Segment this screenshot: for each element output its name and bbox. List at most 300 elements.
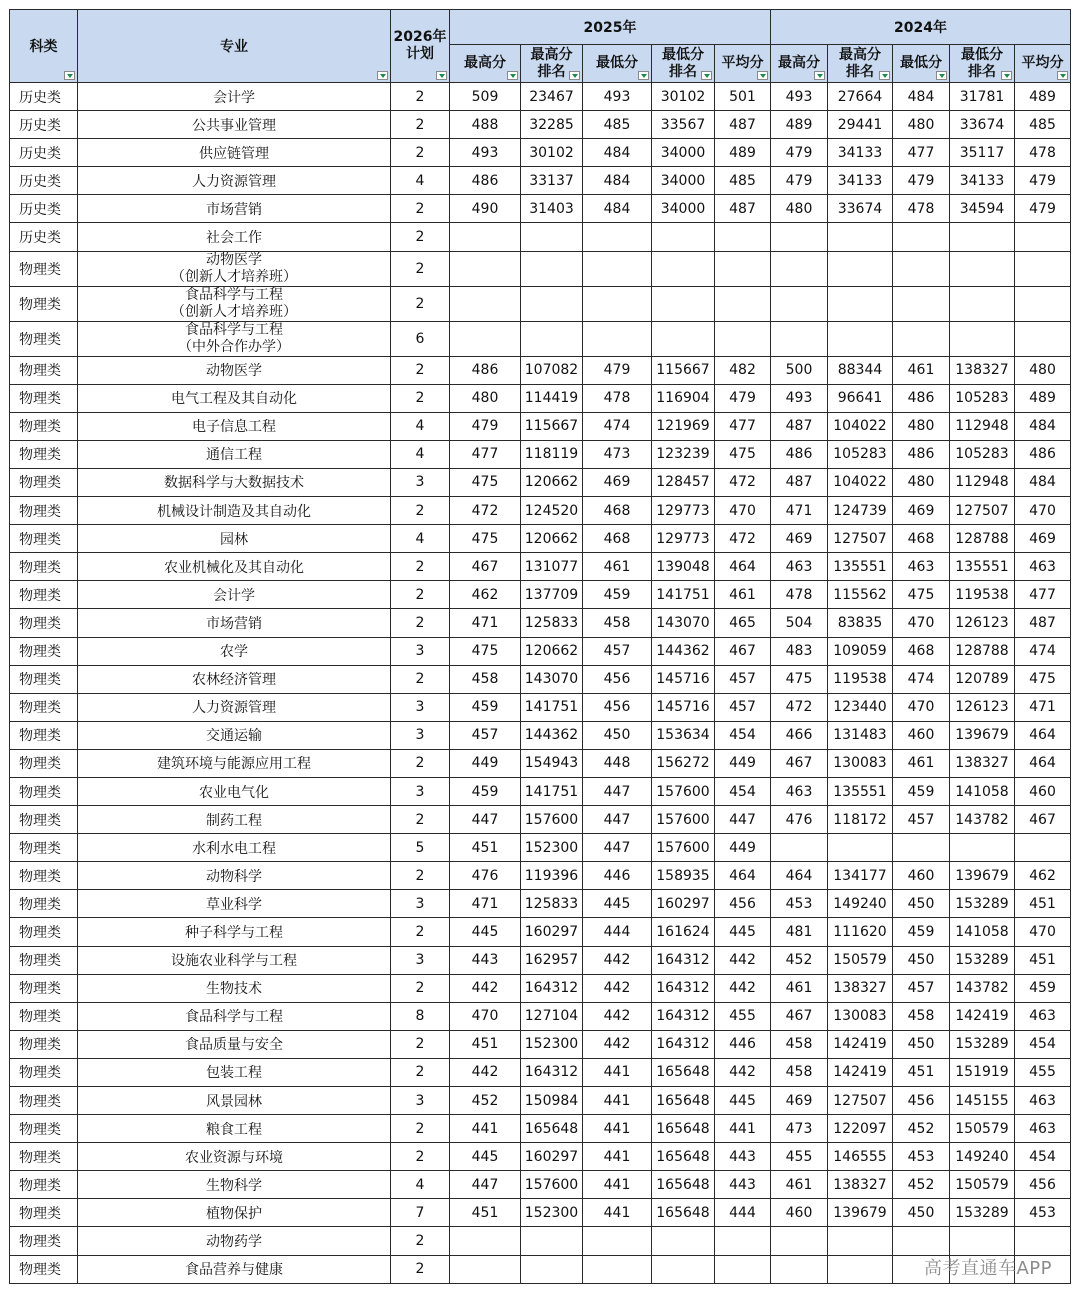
cell-avg-2024: 484	[1015, 468, 1071, 496]
cell-max-rank-2025: 115667	[521, 412, 583, 440]
cell-max-rank-2025	[521, 321, 583, 356]
cell-max-rank-2025: 154943	[521, 749, 583, 777]
table-row	[10, 609, 1071, 637]
cell-max-rank-2024: 130083	[828, 749, 893, 777]
cell-max-rank-2024: 34133	[828, 139, 893, 167]
table-row	[10, 139, 1071, 167]
cell-subject: 物理类	[10, 468, 78, 496]
cell-major: 建筑环境与能源应用工程	[78, 749, 391, 777]
cell-min-2025: 457	[583, 637, 652, 665]
cell-min-2024: 459	[893, 918, 950, 946]
cell-avg-2024: 486	[1015, 440, 1071, 468]
cell-max-rank-2025: 164312	[521, 974, 583, 1002]
cell-min-2025: 468	[583, 497, 652, 525]
cell-min-2025: 493	[583, 83, 652, 111]
cell-avg-2025: 464	[715, 553, 771, 581]
cell-subject: 物理类	[10, 918, 78, 946]
cell-max-2025: 442	[450, 974, 521, 1002]
table-row	[10, 806, 1071, 834]
cell-plan: 2	[391, 1143, 450, 1171]
cell-plan: 2	[391, 581, 450, 609]
header-major[interactable]	[78, 10, 391, 83]
header-min-score-rank-2025[interactable]	[652, 45, 715, 83]
cell-major: 食品科学与工程	[78, 1002, 391, 1030]
filter-dropdown-icon[interactable]	[1057, 71, 1068, 80]
header-label: 最低分	[596, 55, 638, 71]
cell-min-rank-2024: 105283	[950, 384, 1015, 412]
cell-min-rank-2025: 128457	[652, 468, 715, 496]
cell-avg-2025: 467	[715, 637, 771, 665]
cell-max-2025: 470	[450, 1002, 521, 1030]
filter-dropdown-icon[interactable]	[569, 71, 580, 80]
header-label: 平均分	[721, 55, 764, 71]
cell-subject: 物理类	[10, 862, 78, 890]
table-row	[10, 1255, 1071, 1283]
cell-max-2025: 459	[450, 693, 521, 721]
cell-min-rank-2025: 165648	[652, 1199, 715, 1227]
header-label: 平均分	[1021, 55, 1064, 71]
cell-major: 制药工程	[78, 806, 391, 834]
cell-max-2025: 459	[450, 777, 521, 805]
cell-max-rank-2024: 118172	[828, 806, 893, 834]
table-row	[10, 440, 1071, 468]
cell-max-rank-2024: 131483	[828, 721, 893, 749]
cell-min-2024	[893, 321, 950, 356]
cell-major	[78, 286, 391, 321]
cell-avg-2025: 457	[715, 665, 771, 693]
cell-min-2025	[583, 286, 652, 321]
cell-max-2024: 486	[771, 440, 828, 468]
cell-max-rank-2025: 127104	[521, 1002, 583, 1030]
cell-avg-2025: 455	[715, 1002, 771, 1030]
cell-min-rank-2025: 164312	[652, 946, 715, 974]
table-row	[10, 468, 1071, 496]
cell-plan: 4	[391, 1171, 450, 1199]
cell-min-2024	[893, 286, 950, 321]
cell-plan: 3	[391, 946, 450, 974]
cell-min-rank-2024: 142419	[950, 1002, 1015, 1030]
cell-major: 种子科学与工程	[78, 918, 391, 946]
cell-avg-2024: 484	[1015, 412, 1071, 440]
cell-max-2025: 486	[450, 356, 521, 384]
cell-max-2024: 466	[771, 721, 828, 749]
filter-dropdown-icon[interactable]	[64, 71, 75, 80]
cell-max-2024: 463	[771, 553, 828, 581]
cell-plan: 3	[391, 890, 450, 918]
cell-avg-2025	[715, 251, 771, 286]
cell-subject: 物理类	[10, 890, 78, 918]
cell-plan: 2	[391, 384, 450, 412]
cell-min-rank-2024: 139679	[950, 862, 1015, 890]
cell-min-rank-2025: 145716	[652, 665, 715, 693]
cell-major: 数据科学与大数据技术	[78, 468, 391, 496]
major-name-line: （创新人才培养班）	[171, 303, 297, 320]
cell-subject: 物理类	[10, 1199, 78, 1227]
cell-min-rank-2024	[950, 1227, 1015, 1255]
cell-max-rank-2025: 141751	[521, 693, 583, 721]
cell-major: 会计学	[78, 581, 391, 609]
cell-max-2025: 471	[450, 609, 521, 637]
cell-major: 电子信息工程	[78, 412, 391, 440]
cell-min-2024: 458	[893, 1002, 950, 1030]
cell-major: 农学	[78, 637, 391, 665]
cell-avg-2024: 485	[1015, 111, 1071, 139]
cell-plan: 2	[391, 83, 450, 111]
cell-min-2025	[583, 321, 652, 356]
watermark-text: 高考直通车APP	[923, 1258, 1052, 1279]
cell-plan: 3	[391, 693, 450, 721]
header-max-score-rank-2025[interactable]	[521, 45, 583, 83]
cell-max-rank-2025	[521, 223, 583, 251]
cell-avg-2024: 475	[1015, 665, 1071, 693]
cell-avg-2025: 489	[715, 139, 771, 167]
cell-min-2025: 479	[583, 356, 652, 384]
cell-avg-2024: 451	[1015, 890, 1071, 918]
table-row	[10, 862, 1071, 890]
cell-avg-2024: 469	[1015, 525, 1071, 553]
cell-subject: 物理类	[10, 286, 78, 321]
cell-max-rank-2025	[521, 1227, 583, 1255]
cell-max-rank-2024: 138327	[828, 1171, 893, 1199]
cell-max-2024: 467	[771, 749, 828, 777]
admission-score-table	[9, 9, 1071, 1284]
cell-min-rank-2025	[652, 286, 715, 321]
cell-min-rank-2025: 165648	[652, 1058, 715, 1086]
header-max-score-2025[interactable]	[450, 45, 521, 83]
cell-subject: 物理类	[10, 251, 78, 286]
cell-min-2025: 484	[583, 195, 652, 223]
cell-min-rank-2024: 34594	[950, 195, 1015, 223]
cell-min-2025: 447	[583, 777, 652, 805]
cell-max-rank-2024: 96641	[828, 384, 893, 412]
cell-min-rank-2024: 112948	[950, 412, 1015, 440]
cell-subject: 物理类	[10, 1143, 78, 1171]
table-row	[10, 286, 1071, 321]
cell-max-rank-2025: 152300	[521, 1030, 583, 1058]
cell-min-rank-2025: 161624	[652, 918, 715, 946]
cell-min-rank-2025: 160297	[652, 890, 715, 918]
cell-subject: 物理类	[10, 665, 78, 693]
cell-avg-2025: 465	[715, 609, 771, 637]
header-label: 最低分	[900, 55, 942, 71]
cell-max-2025: 452	[450, 1087, 521, 1115]
cell-min-rank-2024: 120789	[950, 665, 1015, 693]
cell-avg-2024: 453	[1015, 1199, 1071, 1227]
cell-min-2024: 463	[893, 553, 950, 581]
cell-min-2024: 469	[893, 497, 950, 525]
cell-max-rank-2024: 149240	[828, 890, 893, 918]
cell-major: 动物医学	[78, 356, 391, 384]
header-label: 排名	[669, 63, 697, 80]
header-plan[interactable]	[391, 10, 450, 83]
cell-max-rank-2024: 123440	[828, 693, 893, 721]
cell-plan: 2	[391, 356, 450, 384]
cell-avg-2025: 475	[715, 440, 771, 468]
cell-plan: 7	[391, 1199, 450, 1227]
cell-subject: 物理类	[10, 777, 78, 805]
cell-min-2025: 458	[583, 609, 652, 637]
cell-subject: 物理类	[10, 1171, 78, 1199]
cell-subject: 物理类	[10, 974, 78, 1002]
cell-max-rank-2024: 142419	[828, 1030, 893, 1058]
cell-min-rank-2025: 165648	[652, 1087, 715, 1115]
cell-min-2024: 457	[893, 974, 950, 1002]
header-max-score-rank-2024[interactable]	[828, 45, 893, 83]
table-row	[10, 111, 1071, 139]
cell-max-2025: 442	[450, 1058, 521, 1086]
cell-max-2024	[771, 1227, 828, 1255]
cell-min-rank-2024: 128788	[950, 637, 1015, 665]
cell-min-rank-2025: 115667	[652, 356, 715, 384]
cell-max-2024: 455	[771, 1143, 828, 1171]
cell-avg-2025: 449	[715, 749, 771, 777]
cell-avg-2024: 462	[1015, 862, 1071, 890]
cell-max-2024: 460	[771, 1199, 828, 1227]
filter-dropdown-icon[interactable]	[377, 71, 388, 80]
cell-min-2024: 461	[893, 356, 950, 384]
cell-avg-2025: 479	[715, 384, 771, 412]
cell-max-2025: 451	[450, 1199, 521, 1227]
header-min-score-rank-2024[interactable]	[950, 45, 1015, 83]
cell-avg-2024: 477	[1015, 581, 1071, 609]
cell-plan: 3	[391, 721, 450, 749]
cell-max-rank-2024: 142419	[828, 1058, 893, 1086]
cell-major: 社会工作	[78, 223, 391, 251]
cell-max-2024: 479	[771, 167, 828, 195]
table-row	[10, 749, 1071, 777]
cell-min-2024	[893, 251, 950, 286]
cell-avg-2025: 441	[715, 1115, 771, 1143]
cell-plan: 2	[391, 749, 450, 777]
cell-max-rank-2024: 127507	[828, 1087, 893, 1115]
cell-avg-2024: 489	[1015, 384, 1071, 412]
cell-min-2024: 486	[893, 384, 950, 412]
cell-min-rank-2024: 33674	[950, 111, 1015, 139]
cell-plan: 2	[391, 1227, 450, 1255]
table-row	[10, 637, 1071, 665]
cell-major: 农业机械化及其自动化	[78, 553, 391, 581]
table-row	[10, 412, 1071, 440]
cell-avg-2024: 454	[1015, 1030, 1071, 1058]
table-body	[10, 83, 1071, 1284]
cell-plan: 2	[391, 665, 450, 693]
cell-avg-2025: 445	[715, 918, 771, 946]
cell-max-rank-2024	[828, 286, 893, 321]
table-row	[10, 1087, 1071, 1115]
cell-max-rank-2024: 104022	[828, 468, 893, 496]
cell-avg-2025: 447	[715, 806, 771, 834]
header-min-score-2025[interactable]	[583, 45, 652, 83]
table-row	[10, 195, 1071, 223]
major-name-line: 食品科学与工程	[185, 321, 283, 338]
cell-avg-2025	[715, 1227, 771, 1255]
cell-max-2025: 449	[450, 749, 521, 777]
cell-avg-2025	[715, 286, 771, 321]
cell-max-rank-2025: 150984	[521, 1087, 583, 1115]
cell-min-rank-2024: 149240	[950, 1143, 1015, 1171]
cell-max-2024: 478	[771, 581, 828, 609]
cell-min-2025: 459	[583, 581, 652, 609]
header-max-score-2024[interactable]	[771, 45, 828, 83]
cell-max-2024: 504	[771, 609, 828, 637]
filter-dropdown-icon[interactable]	[879, 71, 890, 80]
cell-max-rank-2025: 30102	[521, 139, 583, 167]
cell-max-rank-2025: 125833	[521, 609, 583, 637]
header-avg-score-2025[interactable]	[715, 45, 771, 83]
header-avg-score-2024[interactable]	[1015, 45, 1071, 83]
cell-major: 植物保护	[78, 1199, 391, 1227]
cell-avg-2024: 470	[1015, 497, 1071, 525]
header-min-score-2024[interactable]	[893, 45, 950, 83]
cell-max-2024: 458	[771, 1058, 828, 1086]
cell-max-2024: 453	[771, 890, 828, 918]
cell-min-2024	[893, 834, 950, 862]
cell-min-rank-2025: 129773	[652, 525, 715, 553]
cell-major: 生物技术	[78, 974, 391, 1002]
cell-major: 食品营养与健康	[78, 1255, 391, 1283]
cell-major: 水利水电工程	[78, 834, 391, 862]
cell-max-rank-2025: 164312	[521, 1058, 583, 1086]
cell-min-2025: 444	[583, 918, 652, 946]
filter-dropdown-icon[interactable]	[757, 71, 768, 80]
cell-subject: 历史类	[10, 139, 78, 167]
cell-subject: 物理类	[10, 384, 78, 412]
cell-min-2024: 475	[893, 581, 950, 609]
cell-max-rank-2024: 130083	[828, 1002, 893, 1030]
table-row	[10, 974, 1071, 1002]
cell-max-2024	[771, 251, 828, 286]
cell-plan: 4	[391, 167, 450, 195]
cell-subject: 物理类	[10, 721, 78, 749]
cell-max-2024: 467	[771, 1002, 828, 1030]
cell-max-rank-2024: 83835	[828, 609, 893, 637]
cell-avg-2025: 444	[715, 1199, 771, 1227]
cell-major: 动物药学	[78, 1227, 391, 1255]
cell-max-rank-2024: 111620	[828, 918, 893, 946]
cell-major: 公共事业管理	[78, 111, 391, 139]
filter-dropdown-icon[interactable]	[638, 71, 649, 80]
cell-min-rank-2025: 164312	[652, 1002, 715, 1030]
cell-max-rank-2024: 139679	[828, 1199, 893, 1227]
cell-plan: 3	[391, 1087, 450, 1115]
cell-avg-2025: 472	[715, 468, 771, 496]
cell-plan: 5	[391, 834, 450, 862]
cell-max-rank-2024	[828, 223, 893, 251]
cell-min-2025: 446	[583, 862, 652, 890]
header-subject[interactable]	[10, 10, 78, 83]
cell-avg-2025: 442	[715, 974, 771, 1002]
cell-subject: 物理类	[10, 1255, 78, 1283]
cell-min-2024: 470	[893, 693, 950, 721]
cell-max-2024: 483	[771, 637, 828, 665]
cell-max-rank-2025: 32285	[521, 111, 583, 139]
cell-max-rank-2025: 143070	[521, 665, 583, 693]
filter-dropdown-icon[interactable]	[701, 71, 712, 80]
cell-min-rank-2024	[950, 834, 1015, 862]
cell-max-rank-2025: 120662	[521, 525, 583, 553]
cell-max-2025: 471	[450, 890, 521, 918]
cell-subject: 物理类	[10, 1030, 78, 1058]
cell-max-2024: 500	[771, 356, 828, 384]
filter-dropdown-icon[interactable]	[814, 71, 825, 80]
cell-major: 人力资源管理	[78, 693, 391, 721]
cell-min-2025: 456	[583, 665, 652, 693]
cell-max-rank-2025: 131077	[521, 553, 583, 581]
cell-max-2024: 493	[771, 384, 828, 412]
cell-min-rank-2024: 135551	[950, 553, 1015, 581]
cell-min-rank-2025: 141751	[652, 581, 715, 609]
header-label: 最高分	[464, 55, 506, 71]
cell-plan: 2	[391, 251, 450, 286]
cell-avg-2025: 445	[715, 1087, 771, 1115]
cell-min-2025: 468	[583, 525, 652, 553]
cell-min-rank-2025: 165648	[652, 1143, 715, 1171]
cell-max-rank-2025: 160297	[521, 918, 583, 946]
cell-max-2024: 461	[771, 1171, 828, 1199]
cell-avg-2025: 442	[715, 946, 771, 974]
cell-min-rank-2025	[652, 321, 715, 356]
cell-max-2025: 475	[450, 468, 521, 496]
cell-subject: 历史类	[10, 195, 78, 223]
table-row	[10, 1030, 1071, 1058]
cell-avg-2025: 456	[715, 890, 771, 918]
cell-major: 设施农业科学与工程	[78, 946, 391, 974]
cell-plan: 2	[391, 553, 450, 581]
filter-dropdown-icon[interactable]	[1001, 71, 1012, 80]
cell-plan: 2	[391, 1255, 450, 1283]
cell-min-rank-2024: 138327	[950, 749, 1015, 777]
filter-dropdown-icon[interactable]	[436, 71, 447, 80]
table-row	[10, 1227, 1071, 1255]
cell-max-2025: 462	[450, 581, 521, 609]
cell-min-2024: 474	[893, 665, 950, 693]
cell-subject: 物理类	[10, 806, 78, 834]
cell-subject: 物理类	[10, 637, 78, 665]
cell-subject: 物理类	[10, 693, 78, 721]
cell-avg-2025: 443	[715, 1143, 771, 1171]
table-row	[10, 1058, 1071, 1086]
table-row	[10, 890, 1071, 918]
cell-min-rank-2025: 139048	[652, 553, 715, 581]
cell-avg-2024: 478	[1015, 139, 1071, 167]
cell-major: 风景园林	[78, 1087, 391, 1115]
cell-max-2024: 487	[771, 412, 828, 440]
cell-min-rank-2024: 143782	[950, 806, 1015, 834]
cell-plan: 2	[391, 111, 450, 139]
cell-major: 生物科学	[78, 1171, 391, 1199]
cell-max-2025: 457	[450, 721, 521, 749]
cell-avg-2024	[1015, 834, 1071, 862]
filter-dropdown-icon[interactable]	[936, 71, 947, 80]
cell-min-rank-2025: 121969	[652, 412, 715, 440]
cell-min-rank-2025: 156272	[652, 749, 715, 777]
cell-min-rank-2024: 127507	[950, 497, 1015, 525]
cell-min-2024: 450	[893, 946, 950, 974]
table-row	[10, 83, 1071, 111]
cell-subject: 历史类	[10, 111, 78, 139]
header-label: 最高分	[778, 55, 820, 71]
filter-dropdown-icon[interactable]	[507, 71, 518, 80]
cell-max-rank-2025: 125833	[521, 890, 583, 918]
cell-min-2025: 441	[583, 1171, 652, 1199]
cell-max-2025	[450, 286, 521, 321]
cell-min-rank-2024	[950, 251, 1015, 286]
cell-max-2025: 441	[450, 1115, 521, 1143]
header-year-2025: 2025年	[450, 10, 771, 45]
cell-max-2025: 490	[450, 195, 521, 223]
cell-min-2024: 460	[893, 721, 950, 749]
cell-min-2024: 450	[893, 890, 950, 918]
